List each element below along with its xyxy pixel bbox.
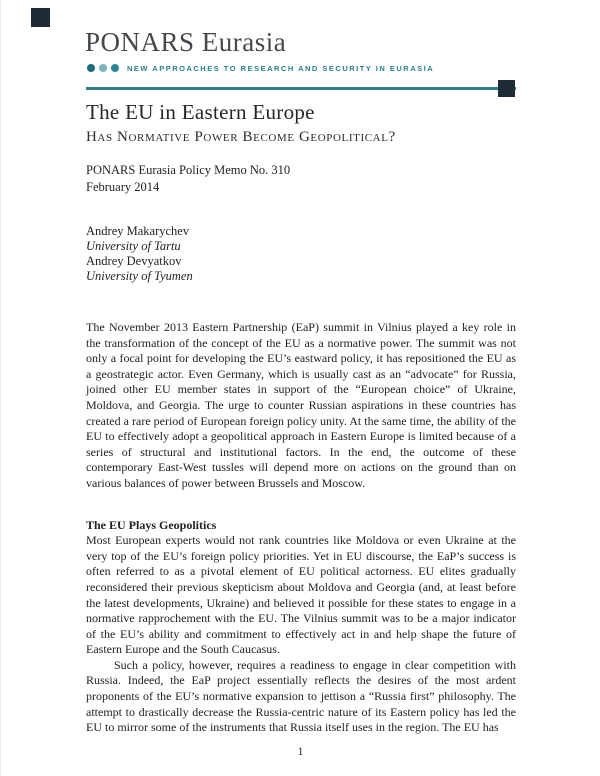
brand-tagline: NEW APPROACHES TO RESEARCH AND SECURITY IN EURASIA <box>127 63 435 73</box>
document-title: The EU in Eastern Europe <box>86 100 315 124</box>
section-heading: The EU Plays Geopolitics <box>86 517 217 532</box>
intro-paragraph: The November 2013 Eastern Partnership (EaP) summit in Vilnius played a key role in the transformation of the concept of the EU as a normative power. The summit was not only a focal point for developing the EU’s eastward policy, it has repositioned the EU as a geostrategic actor. Even Germany, which is usually cast as an “advocate” for Russia, joined other EU member states in support of the “European choice” of Ukraine, Moldova, and Georgia. The urge to counter Russian aspirations in these countries has created a rare period of European foreign policy unity. At the same time, the ability of the EU to effectively adopt a geopolitical approach in Eastern Europe is limited because of a series of structural and institutional factors. In the end, the outcome of these contemporary East-West tussles will depend more on actions on the ground than on various balances of power between Brussels and Moscow. <box>86 320 516 490</box>
author-affiliation: University of Tartu <box>86 239 181 253</box>
author-affiliation: University of Tyumen <box>86 269 193 283</box>
memo-info <box>86 162 516 196</box>
page-number: 1 <box>297 746 304 758</box>
author-name: Andrey Devyatkov <box>86 254 182 268</box>
header-divider-rule <box>86 87 516 90</box>
author-block <box>86 224 516 284</box>
brand-corner-square <box>31 8 50 27</box>
brand-dot-icon <box>111 64 119 72</box>
body-paragraph: Such a policy, however, requires a readiness to engage in clear competition with Russia. Indeed, the EaP project essentially reflects the desires of the most ardent proponents of the EU’s normative expansion to jettison a “Russia first” philosophy. The attempt to drastically decrease the Russia-centric nature of its Eastern policy has led the EU to mirror some of the instruments that Russia itself uses in the region. The EU has <box>86 657 516 735</box>
memo-number-line: PONARS Eurasia Policy Memo No. 310 <box>86 163 291 177</box>
body-paragraph: Most European experts would not rank countries like Moldova or even Ukraine at the very top of the EU’s foreign policy priorities. Yet in EU discourse, the EaP’s success is often referred to as a pivotal element of EU political actorness. EU elites gradually reconsidered their previous skepticism about Moldova and Georgia (and, at least before the latest developments, Ukraine) and believed it possible for these states to engage in a normative rapprochement with the EU. The Vilnius summit was to be a major indicator of the EU’s ability and commitment to effectively act in and help shape the future of Eastern Europe and the South Caucasus. <box>86 533 516 657</box>
divider-end-square <box>498 80 515 97</box>
author-name: Andrey Makarychev <box>86 224 190 238</box>
brand-logo-text: PONARS Eurasia <box>85 27 287 57</box>
memo-date-line: February 2014 <box>86 180 160 194</box>
brand-dot-icon <box>99 64 107 72</box>
brand-tagline-row <box>87 62 434 74</box>
document-body <box>86 100 516 736</box>
document-subtitle: Has Normative Power Become Geopolitical? <box>86 129 396 145</box>
brand-dot-icon <box>87 64 95 72</box>
